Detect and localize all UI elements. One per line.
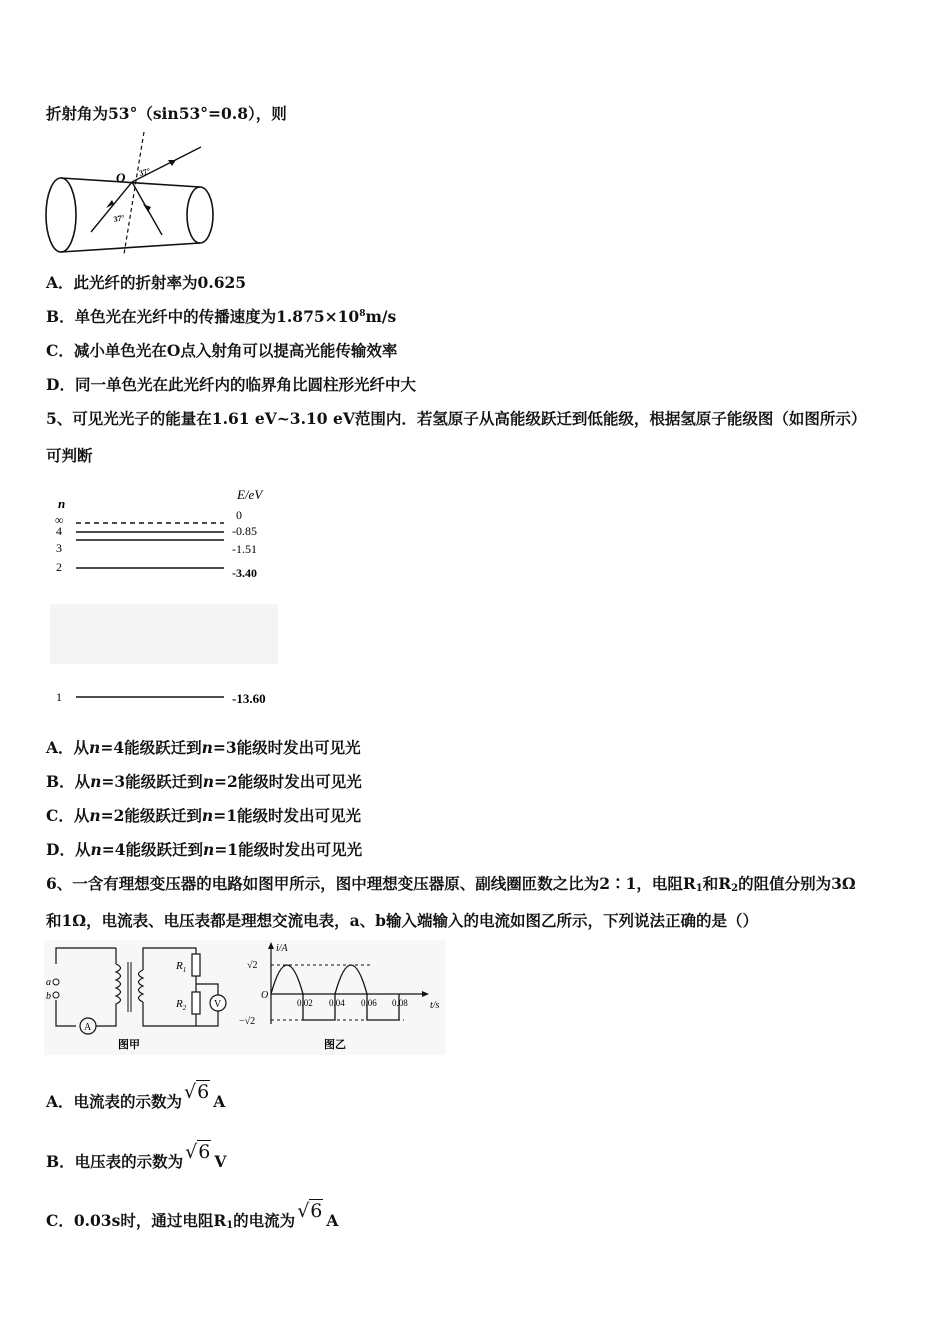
angle-label-upper: 37°: [138, 166, 152, 178]
normal-dashed: [124, 132, 144, 254]
q4-stem-tail: 折射角为53°（sin53°=0.8），则: [46, 104, 287, 123]
resistor-r2: [192, 992, 200, 1014]
origin-label: O: [261, 990, 269, 1001]
r1-label: $R_1$: [176, 960, 187, 974]
q6-option-b[interactable]: B．电压表的示数为 √6 V: [46, 1141, 227, 1171]
q4-option-b[interactable]: B．单色光在光纤中的传播速度为$1.875\times 10^8m/s$: [46, 307, 397, 326]
reflected-arrow: [143, 204, 151, 212]
current-waveform-figure-yi: [239, 940, 445, 1055]
energy-axis-label: E/eV: [237, 487, 263, 502]
optical-fiber-figure: [44, 132, 219, 257]
q5-stem-line2: 可判断: [46, 446, 93, 465]
q4-option-a[interactable]: A．此光纤的折射率为0.625: [46, 273, 247, 292]
level-1-n: 1: [56, 690, 62, 704]
sqrt-6: √6: [297, 1200, 323, 1222]
terminal-a-label: a: [46, 977, 51, 988]
x-tick-0.06: 0.06: [361, 998, 377, 1008]
level-3-e: -1.51: [232, 542, 257, 556]
incident-ray: [91, 182, 132, 232]
y-axis-label: i/A: [276, 943, 288, 954]
level-4-n: 4: [56, 524, 62, 538]
x-axis-label: t/s: [430, 1000, 440, 1011]
ammeter-label: A: [84, 1022, 92, 1033]
x-tick-0.02: 0.02: [297, 998, 313, 1008]
sqrt-6: √6: [185, 1141, 211, 1163]
level-inf-e: 0: [236, 508, 242, 522]
x-tick-0.04: 0.04: [329, 998, 345, 1008]
y-top-label: √2: [247, 960, 258, 971]
q6-stem-line2: 和1Ω，电流表、电压表都是理想交流电表，a、b输入端输入的电流如图乙所示，下列说法正确的是（）: [46, 911, 758, 930]
q5-option-b[interactable]: B．从n=3能级跃迁到n=2能级时发出可见光: [46, 772, 362, 791]
q6-option-a[interactable]: A．电流表的示数为 √6 A: [46, 1081, 226, 1111]
fiber-top-edge: [61, 178, 200, 187]
level-inf-n: ∞: [55, 513, 64, 527]
resistor-r1: [192, 954, 200, 976]
x-tick-0.08: 0.08: [392, 998, 408, 1008]
level-3-n: 3: [56, 541, 62, 555]
terminal-b-label: b: [46, 991, 51, 1002]
incident-arrow: [106, 200, 114, 208]
sqrt-6: √6: [184, 1081, 210, 1103]
level-2-n: 2: [56, 560, 62, 574]
angle-label-lower: 37°: [112, 213, 126, 224]
q5-stem-line1: 5、可见光光子的能量在1.61 eV~3.10 eV范围内．若氢原子从高能级跃迁到低能级，根据氢原子能级图（如图所示）: [46, 409, 867, 428]
terminal-b: [53, 992, 59, 998]
y-bottom-label: −√2: [239, 1016, 256, 1027]
fiber-bottom-edge: [61, 243, 200, 252]
circuit-figure-jia: [44, 940, 239, 1055]
r2-label: $R_2$: [176, 998, 187, 1012]
fig-yi-caption: 图乙: [324, 1039, 346, 1051]
q5-option-c[interactable]: C．从n=2能级跃迁到n=1能级时发出可见光: [46, 806, 361, 825]
q4-option-c[interactable]: C．减小单色光在O点入射角可以提高光能传输效率: [46, 341, 398, 360]
n-axis-label: n: [58, 496, 66, 511]
q5-option-a[interactable]: A．从n=4能级跃迁到n=3能级时发出可见光: [46, 738, 361, 757]
point-o-label: O: [116, 170, 126, 185]
q6-option-c[interactable]: C．0.03s时，通过电阻$R_1$的电流为 √6 A: [46, 1200, 339, 1231]
level-4-e: -0.85: [232, 524, 257, 538]
diagram-scan-gap: [50, 604, 278, 664]
q4-option-d[interactable]: D．同一单色光在此光纤内的临界角比圆柱形光纤中大: [46, 375, 416, 394]
voltmeter-label: V: [214, 999, 222, 1010]
energy-level-diagram: [46, 482, 286, 714]
terminal-a: [53, 979, 59, 985]
fiber-right-end: [187, 187, 213, 243]
fig-jia-caption: 图甲: [118, 1039, 140, 1051]
fiber-left-end: [46, 178, 76, 252]
q6-stem-line1: 6、一含有理想变压器的电路如图甲所示，图中理想变压器原、副线圈匝数之比为2∶1，电阻$R_1$和$R_2$的阻值分别为3Ω: [46, 874, 856, 894]
level-2-e: -3.40: [232, 566, 257, 580]
q5-option-d[interactable]: D．从n=4能级跃迁到n=1能级时发出可见光: [46, 840, 363, 859]
level-1-e: -13.60: [232, 691, 266, 706]
